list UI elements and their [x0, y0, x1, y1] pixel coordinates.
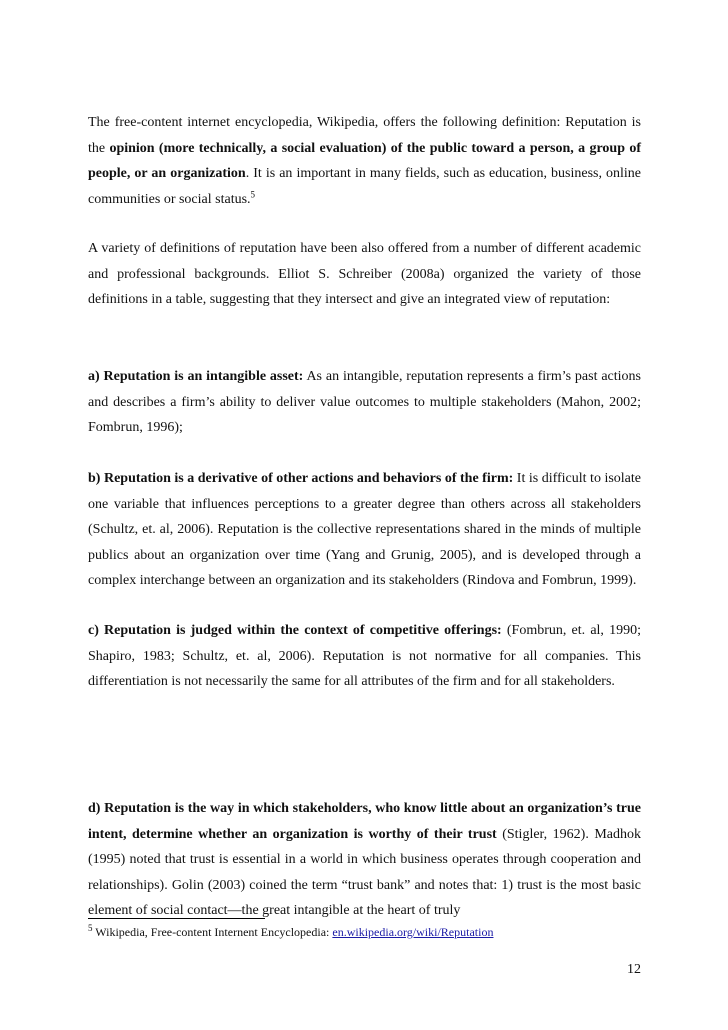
footnote-reference: 5 — [250, 188, 256, 199]
p2-text: A variety of definitions of reputation have been also offered from a number of different academic and professional backgrounds. Elliot S. Schreiber (2008a) organized the variety of those definitions in a table, suggesting that they intersect and give an integrated view of reputation: — [88, 241, 641, 307]
p1-intro: The free-content internet encyclopedia, Wikipedia, offers the following definition: Reputation is the — [88, 115, 641, 156]
footnote-number: 5 — [88, 923, 93, 933]
p6-text: (Stigler, 1962). Madhok (1995) noted that trust is essential in a world in which business operates through cooperation and relationships). Golin (2003) coined the term “trust bank” and notes that: 1) trust is the most basic element of social contact—the great intangible at the heart of truly — [88, 826, 641, 918]
paragraph-intangible-asset — [88, 364, 641, 441]
footnote-link[interactable]: en.wikipedia.org/wiki/Reputation — [332, 925, 494, 939]
p3-text: As an intangible, reputation represents a firm’s past actions and describes a firm’s ability to deliver value outcomes to multiple stakeholders (Mahon, 2002; Fombrun, 1996); — [88, 369, 642, 435]
page-number: 12 — [627, 962, 641, 977]
paragraph-variety-definitions — [88, 236, 641, 313]
p5-text: (Fombrun, et. al, 1990; Shapiro, 1983; Schultz, et. al, 2006). Reputation is not normative for all companies. This differentiation is not necessarily the same for all attributes of the firm and for all stakeholders. — [88, 623, 642, 689]
footnote — [88, 925, 493, 940]
p6-heading: d) Reputation is the way in which stakeholders, who know little about an organization’s true intent, determine whether an organization is worthy of their trust — [88, 801, 641, 842]
p3-heading: a) Reputation is an intangible asset: — [88, 369, 304, 384]
p1-bold-definition: opinion (more technically, a social evaluation) of the public toward a person, a group of people, or an organization — [88, 140, 641, 181]
footnote-divider — [88, 918, 265, 919]
p4-text: It is difficult to isolate one variable that influences perceptions to a greater degree than others across all stakeholders (Schultz, et. al, 2006). Reputation is the collective representations shared in the minds of multiple publics about an organization over time (Yang and Grunig, 2005), and is developed through a complex interchange between an organization and its stakeholders (Rindova and Fombrun, 1999). — [88, 471, 641, 588]
p5-heading: c) Reputation is judged within the context of competitive offerings: — [88, 623, 502, 638]
paragraph-derivative — [88, 466, 641, 594]
p4-heading: b) Reputation is a derivative of other actions and behaviors of the firm: — [88, 471, 514, 486]
p1-rest: . It is an important in many fields, such as education, business, online communities or social status. — [88, 166, 641, 207]
paragraph-trust — [88, 796, 641, 924]
footnote-text: Wikipedia, Free-content Internent Encyclopedia: — [92, 925, 333, 939]
paragraph-wikipedia-definition — [88, 110, 641, 212]
paragraph-competitive-offerings — [88, 618, 641, 695]
